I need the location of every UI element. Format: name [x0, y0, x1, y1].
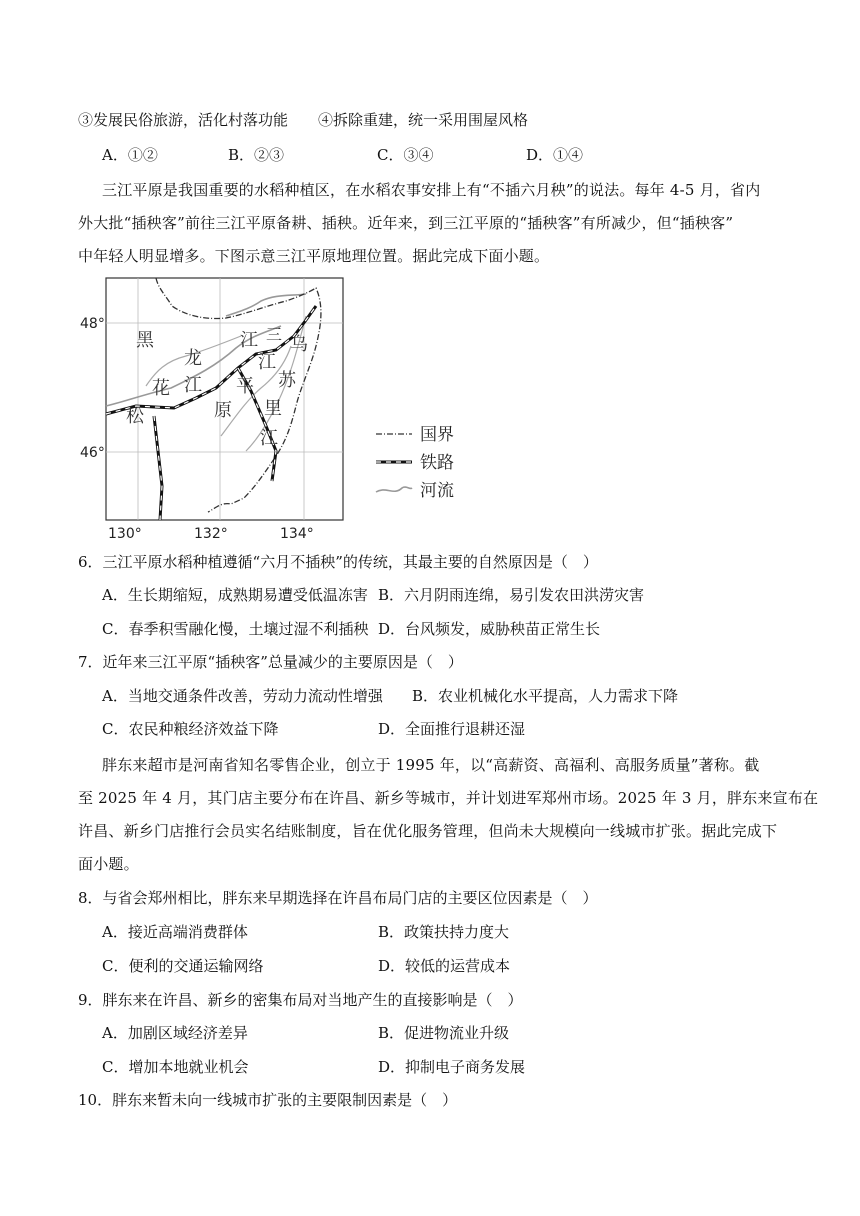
label-song: 松 — [126, 406, 144, 427]
question-9-option-a: A．加剧区域经济差异 — [102, 1024, 248, 1042]
legend-railway-label: 铁路 — [420, 453, 454, 473]
question-7-option-b: B．农业机械化水平提高，人力需求下降 — [412, 687, 679, 705]
question-7-option-d: D．全面推行退耕还湿 — [378, 720, 526, 738]
intro1-line-3: 中年轻人明显增多。下图示意三江平原地理位置。据此完成下面小题。 — [78, 247, 550, 265]
sanjiang-plain-map — [76, 276, 476, 538]
question-9-option-c: C．增加本地就业机会 — [102, 1058, 249, 1076]
intro2-line-1: 胖东来超市是河南省知名零售企业，创立于 1995 年，以“高薪资、高福利、高服务质量”著称。截 — [102, 756, 760, 774]
intro1-line-1: 三江平原是我国重要的水稻种植区，在水稻农事安排上有“不插六月秧”的说法。每年 4-5 月，省内 — [102, 181, 761, 199]
question-6-option-c: C．春季积雪融化慢，土壤过湿不利插秧 — [102, 620, 369, 638]
intro2-line-3: 许昌、新乡门店推行会员实名结账制度，旨在优化服务管理，但尚未大规模向一线城市扩张。据此完成下 — [78, 822, 778, 840]
question-7-option-c: C．农民种粮经济效益下降 — [102, 720, 279, 738]
label-jiang-4: 江 — [260, 428, 278, 449]
question-8-stem: 8．与省会郑州相比，胖东来早期选择在许昌布局门店的主要区位因素是（ ） — [78, 889, 598, 907]
label-jiang-3: 江 — [258, 352, 276, 373]
question-6-stem: 6．三江平原水稻种植遵循“六月不插秧”的传统，其最主要的自然原因是（ ） — [78, 553, 598, 571]
label-yuan: 原 — [214, 400, 232, 421]
label-jiang-2: 江 — [240, 330, 258, 351]
label-san: 三 — [266, 325, 283, 344]
intro1-line-2: 外大批“插秧客”前往三江平原备耕、插秧。近年来，到三江平原的“插秧客”有所减少，但“插秧客” — [78, 214, 734, 232]
intro2-line-2: 至 2025 年 4 月，其门店主要分布在许昌、新乡等城市，并计划进军郑州市场。2025 年 3 月，胖东来宣布在 — [78, 789, 819, 807]
question-8-option-b: B．政策扶持力度大 — [378, 923, 510, 941]
label-hei: 黑 — [136, 330, 154, 351]
question-6-option-b: B．六月阴雨连绵，易引发农田洪涝灾害 — [378, 586, 645, 604]
label-hua: 花 — [152, 378, 170, 399]
option-d: D．①④ — [526, 146, 584, 164]
label-ping: 平 — [236, 376, 254, 397]
question-9-option-b: B．促进物流业升级 — [378, 1024, 510, 1042]
lat-label-46: 46° — [80, 445, 105, 461]
label-jiang-1: 江 — [184, 375, 202, 396]
question-9-stem: 9．胖东来在许昌、新乡的密集布局对当地产生的直接影响是（ ） — [78, 991, 523, 1009]
question-7-option-a: A．当地交通条件改善，劳动力流动性增强 — [102, 687, 383, 705]
question-7-stem: 7．近年来三江平原“插秧客”总量减少的主要原因是（ ） — [78, 653, 463, 671]
question-10-stem: 10．胖东来暂未向一线城市扩张的主要限制因素是（ ） — [78, 1091, 458, 1109]
option-a: A．①② — [102, 146, 158, 164]
label-long: 龙 — [184, 348, 202, 369]
lat-label-48: 48° — [80, 316, 105, 332]
map-frame — [106, 278, 343, 520]
question-8-option-a: A．接近高端消费群体 — [102, 923, 248, 941]
lon-label-132: 132° — [194, 526, 228, 538]
intro2-line-4: 面小题。 — [78, 855, 139, 873]
lon-label-130: 130° — [108, 526, 142, 538]
question-8-option-d: D．较低的运营成本 — [378, 957, 511, 975]
option-line-3-4: ③发展民俗旅游，活化村落功能 ④拆除重建，统一采用围屋风格 — [78, 111, 529, 129]
question-6-option-a: A．生长期缩短，成熟期易遭受低温冻害 — [102, 586, 368, 604]
label-su: 苏 — [278, 370, 296, 391]
lon-label-134: 134° — [280, 526, 314, 538]
legend-river-swatch — [376, 487, 412, 492]
option-c: C．③④ — [377, 146, 434, 164]
question-8-option-c: C．便利的交通运输网络 — [102, 957, 264, 975]
legend-river-label: 河流 — [420, 481, 454, 501]
label-wu: 乌 — [290, 334, 308, 355]
option-b: B．②③ — [228, 146, 285, 164]
question-9-option-d: D．抑制电子商务发展 — [378, 1058, 526, 1076]
legend-border-label: 国界 — [420, 425, 454, 445]
question-6-option-d: D．台风频发，威胁秧苗正常生长 — [378, 620, 601, 638]
label-li: 里 — [264, 398, 282, 419]
